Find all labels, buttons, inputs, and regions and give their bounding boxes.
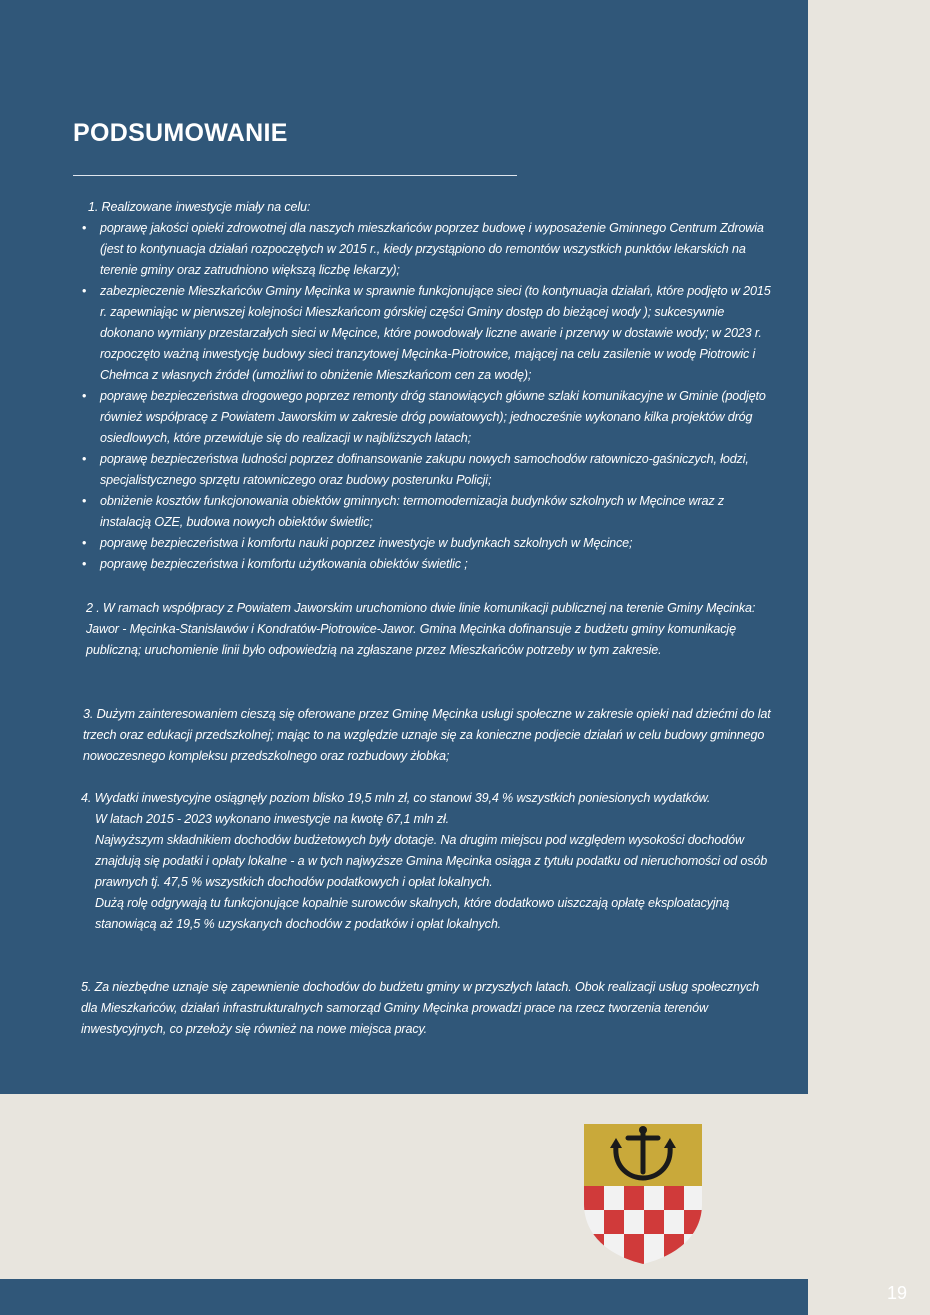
section-1-bullets <box>78 218 778 575</box>
bottom-bar <box>0 1279 808 1315</box>
section-2-text: W ramach współpracy z Powiatem Jaworskim uruchomiono dwie linie komunikacji publicznej na terenie Gminy Męcinka: Jawor - Męcinka-Stanisławów i Kondratów-Piotrowice-Jawor. Gmina Męcinka dofinansuje z budżetu gminy komunikację publiczną; uruchomienie linii było odpowiedzią na zgłaszane przez Mieszkańców potrzeby w tym zakresie. <box>86 601 756 657</box>
bullet-icon: • <box>82 389 87 403</box>
section-4-text-3: Najwyższym składnikiem dochodów budżetowych były dotacje. Na drugim miejscu pod względem wysokości dochodów znajdują się podatki i opłaty lokalne - a w tych najwyższe Gmina Męcinka osiąga z tytułu podatku od nieruchomości od osób prawnych tj. 47,5 % wszystkich dochodów podatkowych i opłat lokalnych. <box>95 833 768 889</box>
section-4 <box>81 788 771 935</box>
list-item: • poprawę bezpieczeństwa i komfortu użytkowania obiektów świetlic ; <box>78 554 778 575</box>
section-2-number: 2 . <box>86 601 100 615</box>
coat-of-arms-icon <box>584 1124 702 1264</box>
section-3-text: Dużym zainteresowaniem cieszą się oferowane przez Gminę Męcinka usługi społeczne w zakresie opieki nad dziećmi do lat trzech oraz edukacji przedszkolnej; mając to na względzie uznaje się za konieczne podjecie działań w celu budowy gminnego nowoczesnego kompleksu przedszkolnego oraz rozbudowy żłobka; <box>83 707 771 763</box>
section-5 <box>81 977 761 1040</box>
bullet-icon: • <box>82 452 87 466</box>
section-3-number: 3. <box>83 707 94 721</box>
list-item: • poprawę bezpieczeństwa ludności poprzez dofinansowanie zakupu nowych samochodów ratowniczo-gaśniczych, łodzi, specjalistycznego sprzętu ratowniczego oraz budowy posterunku Policji; <box>78 449 778 491</box>
list-item: • zabezpieczenie Mieszkańców Gminy Męcinka w sprawnie funkcjonujące sieci (to kontynuacja działań, które podjęto w 2015 r. zapewniając w pierwszej kolejności Mieszkańcom górskiej części Gminy dostęp do bieżącej wody ); sukcesywnie dokonano wymiany przestarzałych sieci w Męcince, które powodowały liczne awarie i przerwy w dostawie wody; w 2023 r. rozpoczęto ważną inwestycję budowy sieci tranzytowej Męcinka-Piotrowice, mającej na celu zasilenie w wodę Piotrowic i Chełmca z własnych źródeł (umożliwi to obniżenie Mieszkańcom cen za wodę); <box>78 281 778 386</box>
bullet-icon: • <box>82 557 87 571</box>
page-title: PODSUMOWANIE <box>73 119 288 147</box>
list-item: • poprawę bezpieczeństwa drogowego poprzez remonty dróg stanowiących główne szlaki komunikacyjne w Gminie (podjęto również współpracę z Powiatem Jaworskim w zakresie dróg powiatowych); jednocześnie wykonano kilka projektów dróg osiedlowych, które przewiduje się do realizacji w najbliższych latach; <box>78 386 778 449</box>
bullet-icon: • <box>82 494 87 508</box>
page-number: 19 <box>886 1283 908 1303</box>
list-item: • obniżenie kosztów funkcjonowania obiektów gminnych: termomodernizacja budynków szkolnych w Męcince wraz z instalacją OZE, budowa nowych obiektów świetlic; <box>78 491 778 533</box>
bullet-icon: • <box>82 221 87 235</box>
bullet-icon: • <box>82 536 87 550</box>
section-3 <box>83 704 773 767</box>
list-item: • poprawę jakości opieki zdrowotnej dla naszych mieszkańców poprzez budowę i wyposażenie Gminnego Centrum Zdrowia (jest to kontynuacja działań rozpoczętych w 2015 r., kiedy przystąpiono do remontów wszystkich punktów lekarskich na terenie gminy oraz zatrudniono większą liczbę lekarzy); <box>78 218 778 281</box>
section-1-heading: 1. Realizowane inwestycje miały na celu: <box>88 200 311 214</box>
section-4-text-1: Wydatki inwestycyjne osiągnęły poziom blisko 19,5 mln zł, co stanowi 39,4 % wszystkich poniesionych wydatków. <box>94 791 711 805</box>
section-5-text: Za niezbędne uznaje się zapewnienie dochodów do budżetu gminy w przyszłych latach. Obok realizacji usług społecznych dla Mieszkańców, działań infrastrukturalnych samorząd Gminy Męcinka prowadzi prace na rzecz tworzenia terenów inwestycyjnych, co przełoży się również na nowe miejsca pracy. <box>81 980 760 1036</box>
section-4-text-4: Dużą rolę odgrywają tu funkcjonujące kopalnie surowców skalnych, które dodatkowo uiszczają opłatę eksploatacyjną stanowiącą aż 19,5 % uzyskanych dochodów z podatków i opłat lokalnych. <box>95 896 730 931</box>
section-2 <box>86 598 766 661</box>
section-4-text-2: W latach 2015 - 2023 wykonano inwestycje na kwotę 67,1 mln zł. <box>95 812 450 826</box>
list-item: • poprawę bezpieczeństwa i komfortu nauki poprzez inwestycje w budynkach szkolnych w Męcince; <box>78 533 778 554</box>
section-5-number: 5. <box>81 980 92 994</box>
section-4-number: 4. <box>81 791 92 805</box>
bullet-icon: • <box>82 284 87 298</box>
